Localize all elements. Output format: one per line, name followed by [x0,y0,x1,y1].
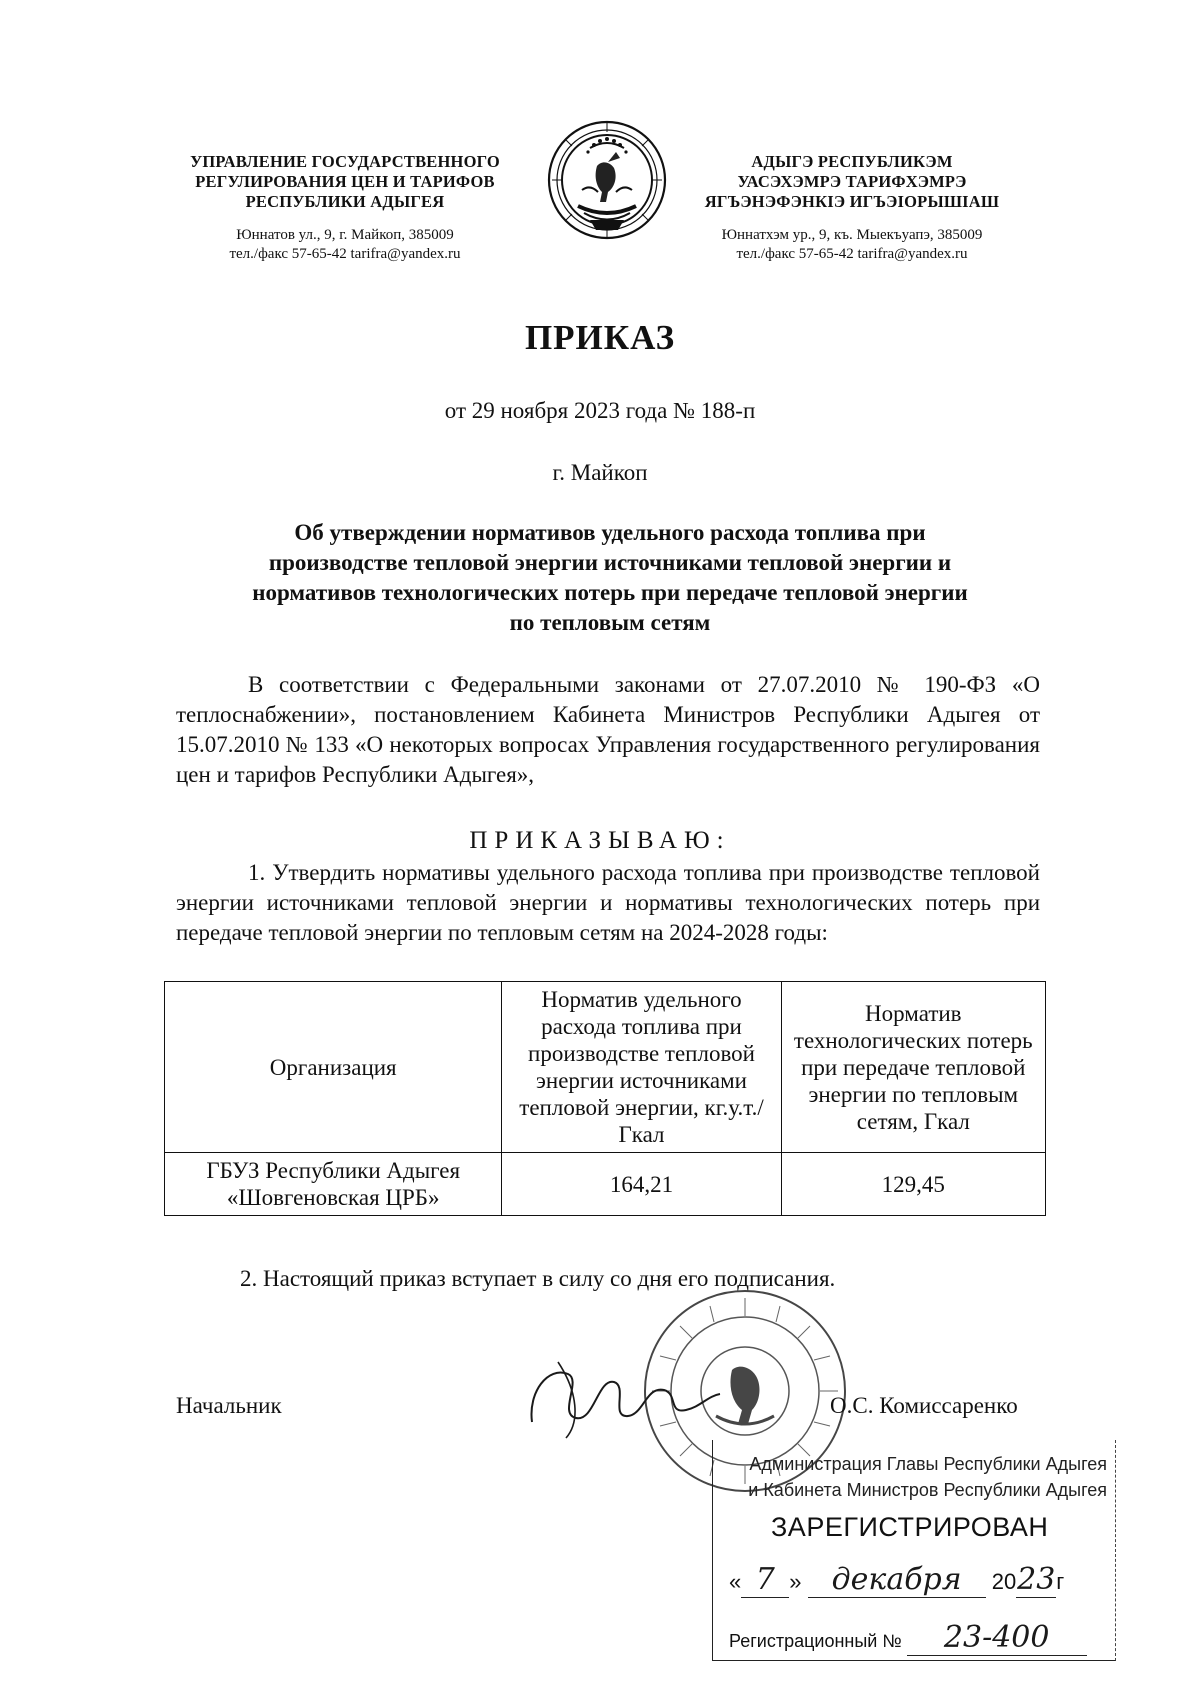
org-contacts: тел./факс 57-65-42 tarifra@yandex.ru [229,246,461,262]
org-contacts-adyghe: тел./факс 57-65-42 tarifra@yandex.ru [736,246,968,262]
signatory-name: О.С. Комиссаренко [830,1393,1018,1418]
header-loss-norm: Норматив технологических потерь при передаче тепловой энергии по тепловым сетям, Гкал [781,982,1045,1153]
stamp-registration-number [729,1620,1109,1656]
stamp-year-mark: г [1056,1569,1065,1594]
subject-line: нормативов технологических потерь при передаче тепловой энергии [252,580,968,605]
stamp-authority-line1: Администрация Главы Республики Адыгея [749,1454,1107,1474]
adygea-coat-of-arms-icon [542,118,672,243]
signatory-position: Начальник [176,1393,282,1418]
org-name-adyghe-line1: АДЫГЭ РЕСПУБЛИКЭМ [751,152,953,171]
org-name-line1: УПРАВЛЕНИЕ ГОСУДАРСТВЕННОГО [190,152,500,171]
header-org-russian [170,152,520,264]
stamp-reg-label: Регистрационный № [729,1631,902,1651]
order-item-2: 2. Настоящий приказ вступает в силу со дня его подписания. [240,1266,836,1291]
org-name-adyghe-line3: ЯГЪЭНЭФЭНКIЭ ИГЪЭIОРЫШIАШ [704,192,1000,211]
stamp-date-close-quote: » [789,1569,802,1594]
stamp-year-suffix: 23 [1017,1562,1056,1597]
stamp-year-prefix: 20 [991,1569,1017,1594]
table-row [165,1153,1046,1216]
header-fuel-norm: Норматив удельного расхода топлива при производстве тепловой энергии источниками тепловой энергии, кг.у.т./Гкал [502,982,781,1153]
org-name-line2: РЕГУЛИРОВАНИЯ ЦЕН И ТАРИФОВ [195,172,495,191]
orders-heading: ПРИКАЗЫВАЮ: [469,827,731,854]
cell-fuel-norm: 164,21 [502,1153,781,1216]
table-header-row [165,982,1046,1153]
subject-line: Об утверждении нормативов удельного расхода топлива при [294,520,926,545]
document-subject [200,518,1020,638]
cell-organization: ГБУЗ Республики Адыгея «Шовгеновская ЦРБ» [165,1153,502,1216]
document-date-number: от 29 ноября 2023 года № 188-п [444,398,756,423]
stamp-date [729,1562,1109,1598]
org-name-line3: РЕСПУБЛИКИ АДЫГЕЯ [245,192,445,211]
header-organization: Организация [165,982,502,1153]
stamp-status: ЗАРЕГИСТРИРОВАН [771,1512,1049,1542]
order-item-1: 1. Утвердить нормативы удельного расхода топлива при производстве тепловой энергии источниками тепловой энергии и нормативы технологических потерь при передаче тепловой энергии по тепловым сетям на 2024-2028 годы: [176,860,1040,945]
org-address: Юннатов ул., 9, г. Майкоп, 385009 [236,227,454,243]
cell-loss-norm: 129,45 [781,1153,1045,1216]
registration-stamp [712,1440,1116,1661]
org-address-adyghe: Юннатхэм ур., 9, къ. Мыекъуапэ, 385009 [721,227,983,243]
header-org-adyghe [672,152,1032,264]
document-title: ПРИКАЗ [524,318,676,357]
stamp-authority-line2: и Кабинета Министров Республики Адыгея [748,1480,1107,1500]
stamp-date-open-quote: « [729,1569,742,1594]
stamp-month: декабря [808,1562,986,1598]
intro-paragraph: В соответствии с Федеральными законами от 27.07.2010 № 190-ФЗ «О теплоснабжении», постановлением Кабинета Министров Республики Адыгея от 15.07.2010 № 133 «О некоторых вопросах Управления государственного регулирования цен и тарифов Республики Адыгея», [176,672,1040,787]
stamp-day: 7 [741,1562,789,1598]
subject-line: по тепловым сетям [509,610,711,635]
subject-line: производстве тепловой энергии источниками тепловой энергии и [268,550,952,575]
handwritten-signature-icon [518,1352,728,1442]
norms-table [164,981,1046,1216]
org-name-adyghe-line2: УАСЭХЭМРЭ ТАРИФХЭМРЭ [737,172,967,191]
document-city: г. Майкоп [552,460,648,485]
stamp-reg-number: 23-400 [907,1620,1087,1656]
